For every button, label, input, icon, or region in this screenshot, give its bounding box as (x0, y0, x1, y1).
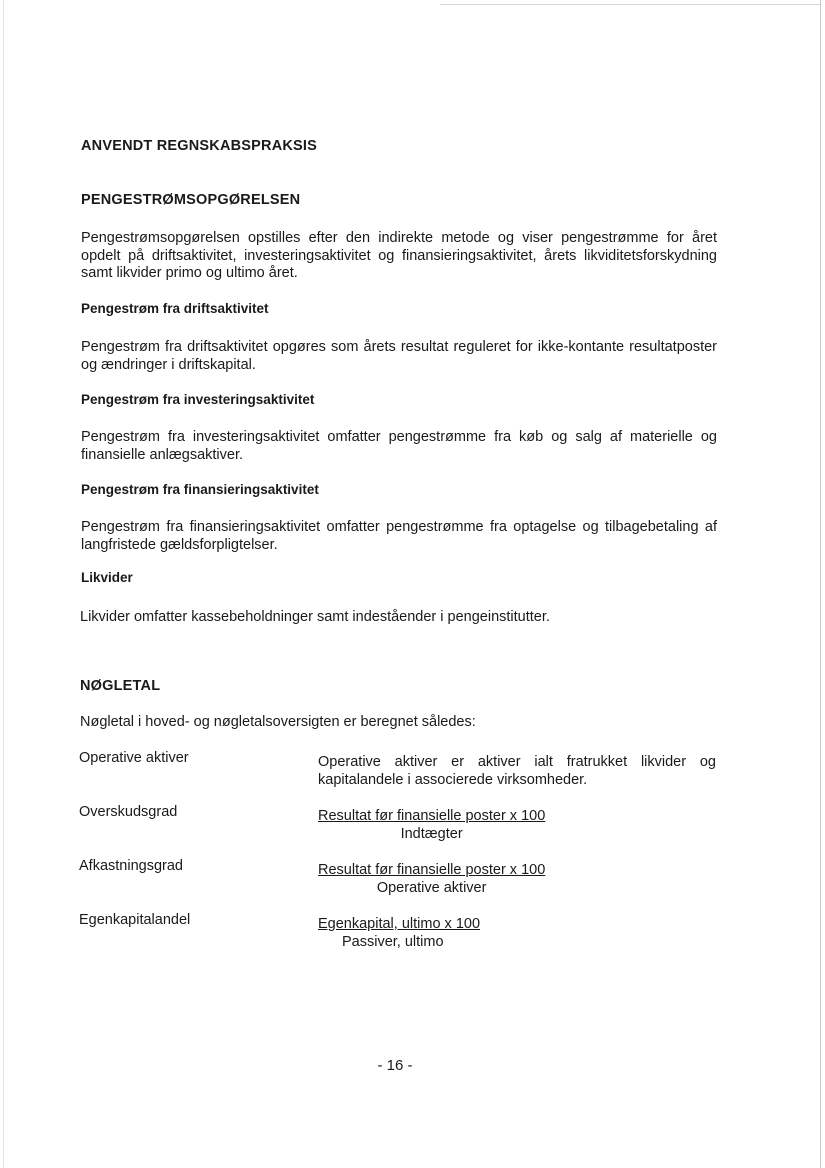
formula-numerator: Resultat før finansielle poster x 100 (318, 808, 546, 824)
section-title-financing: Pengestrøm fra finansieringsaktivitet (81, 482, 319, 497)
section-text-cash: Likvider omfatter kassebeholdninger samt indeståender i pengeinstitutter. (80, 609, 550, 625)
cashflow-intro: Pengestrømsopgørelsen opstilles efter den indirekte metode og viser pengestrømme for året opdelt på driftsaktivitet, investeringsaktivitet og finansieringsaktivitet, årets likviditetsforskydning samt likvider primo og ultimo året. (81, 230, 717, 281)
section-text-operating: Pengestrøm fra driftsaktivitet opgøres som årets resultat reguleret for ikke-kontante resultatposter og ændringer i driftskapital. (81, 339, 717, 373)
keyfigure-desc-operating-assets: Operative aktiver er aktiver ialt fratrukket likvider og kapitalandele i associerede virksomheder. (318, 754, 716, 788)
formula-numerator: Egenkapital, ultimo x 100 (318, 916, 481, 932)
keyfigure-label-return: Afkastningsgrad (79, 858, 183, 874)
keyfigure-label-operating-assets: Operative aktiver (79, 750, 189, 766)
keyfigure-label-equity-ratio: Egenkapitalandel (79, 912, 191, 928)
keyfigure-label-profit-margin: Overskudsgrad (79, 804, 178, 820)
formula-equity-ratio (318, 915, 480, 951)
formula-return (318, 861, 545, 897)
formula-denominator: Passiver, ultimo (342, 934, 444, 950)
page-edge-top (440, 4, 820, 5)
keyfigures-intro: Nøgletal i hoved- og nøgletalsoversigten er beregnet således: (80, 714, 476, 730)
keyfigures-heading: NØGLETAL (80, 678, 161, 694)
formula-profit-margin (318, 807, 545, 843)
section-title-investing: Pengestrøm fra investeringsaktivitet (81, 392, 315, 407)
section-title-operating: Pengestrøm fra driftsaktivitet (81, 301, 269, 316)
section-title-cash: Likvider (81, 570, 133, 585)
page-edge-left (3, 0, 4, 1168)
formula-numerator: Resultat før finansielle poster x 100 (318, 862, 546, 878)
section-text-investing: Pengestrøm fra investeringsaktivitet omfatter pengestrømme fra køb og salg af materielle og finansielle anlægsaktiver. (81, 429, 717, 463)
cashflow-heading: PENGESTRØMSOPGØRELSEN (81, 192, 301, 208)
formula-denominator: Operative aktiver (376, 880, 487, 896)
main-heading: ANVENDT REGNSKABSPRAKSIS (81, 138, 318, 154)
page-edge-right (820, 0, 821, 1168)
section-text-financing: Pengestrøm fra finansieringsaktivitet omfatter pengestrømme fra optagelse og tilbagebetaling af langfristede gældsforpligtelser. (81, 519, 717, 553)
page-number: - 16 - (377, 1057, 413, 1074)
formula-denominator: Indtægter (400, 826, 463, 842)
